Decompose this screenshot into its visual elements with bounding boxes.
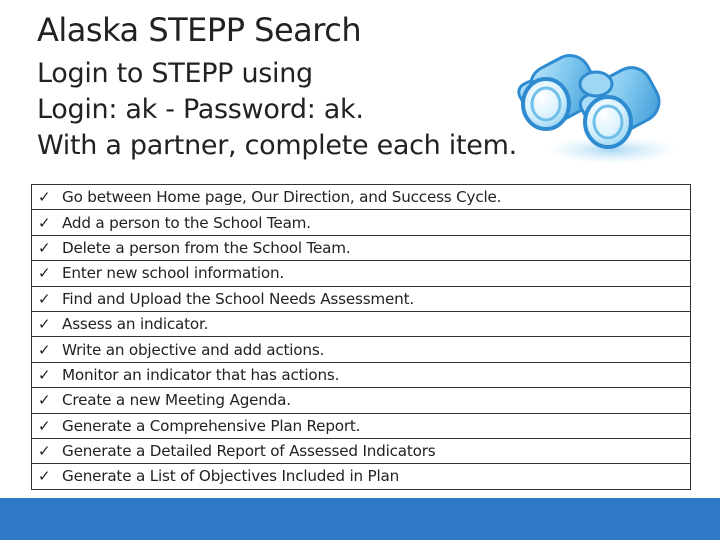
checkmark-icon: ✓ <box>38 416 51 435</box>
checkmark-icon: ✓ <box>38 289 51 308</box>
list-item-label: Enter new school information. <box>62 264 285 283</box>
list-item <box>31 439 691 464</box>
slide-title: Alaska STEPP Search <box>37 11 362 49</box>
checkmark-icon: ✓ <box>38 238 51 257</box>
checkmark-icon: ✓ <box>38 467 51 486</box>
list-item-label: Go between Home page, Our Direction, and Success Cycle. <box>62 188 502 207</box>
list-item <box>31 185 691 210</box>
binoculars-icon <box>512 18 680 168</box>
checkmark-icon: ✓ <box>38 391 51 410</box>
list-item <box>31 312 691 337</box>
checkmark-icon: ✓ <box>38 340 51 359</box>
list-item <box>31 287 691 312</box>
checkmark-icon: ✓ <box>38 264 51 283</box>
checkmark-icon: ✓ <box>38 213 51 232</box>
instruction-line-3: With a partner, complete each item. <box>37 130 517 161</box>
list-item <box>31 337 691 362</box>
checkmark-icon: ✓ <box>38 188 51 207</box>
footer-bar <box>0 498 720 540</box>
list-item <box>31 464 691 489</box>
checkmark-icon: ✓ <box>38 315 51 334</box>
list-item <box>31 210 691 235</box>
instructions <box>37 56 517 164</box>
list-item-label: Create a new Meeting Agenda. <box>62 391 291 410</box>
checkmark-icon: ✓ <box>38 365 51 384</box>
list-item-label: Generate a Detailed Report of Assessed Indicators <box>62 442 436 461</box>
list-item <box>31 388 691 413</box>
checkmark-icon: ✓ <box>38 442 51 461</box>
list-item <box>31 414 691 439</box>
list-item-label: Find and Upload the School Needs Assessment. <box>62 289 414 308</box>
list-item-label: Generate a List of Objectives Included in Plan <box>62 467 400 486</box>
list-item <box>31 236 691 261</box>
list-item <box>31 261 691 286</box>
list-item-label: Monitor an indicator that has actions. <box>62 365 340 384</box>
list-item-label: Generate a Comprehensive Plan Report. <box>62 416 361 435</box>
instruction-line-1: Login to STEPP using <box>37 58 313 89</box>
list-item-label: Assess an indicator. <box>62 315 209 334</box>
list-item-label: Add a person to the School Team. <box>62 213 311 232</box>
instruction-line-2: Login: ak - Password: ak. <box>37 94 364 125</box>
list-item-label: Delete a person from the School Team. <box>62 238 351 257</box>
task-checklist <box>31 184 691 490</box>
list-item <box>31 363 691 388</box>
list-item-label: Write an objective and add actions. <box>62 340 325 359</box>
